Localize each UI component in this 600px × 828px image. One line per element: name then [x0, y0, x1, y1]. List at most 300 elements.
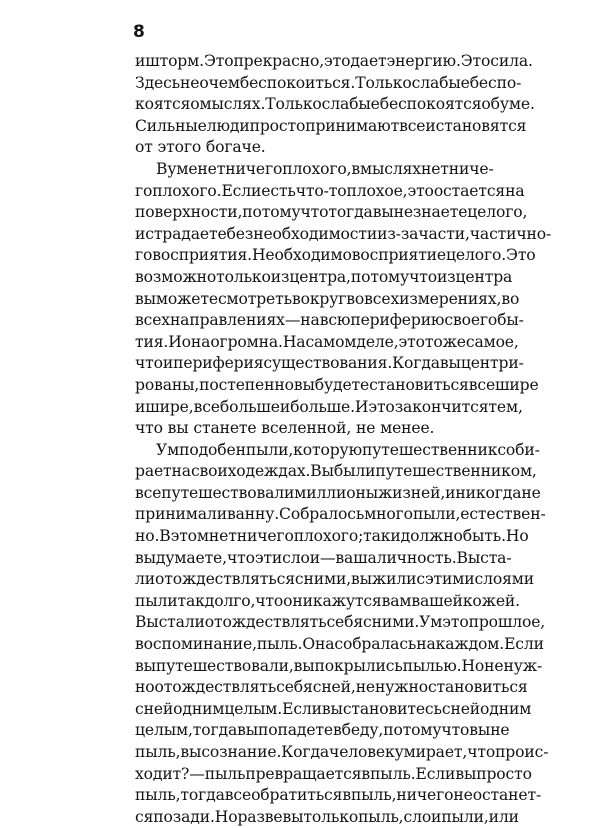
word: так: [177, 591, 205, 610]
word: И: [354, 397, 369, 416]
word: не: [393, 203, 413, 222]
word: ней: [143, 699, 174, 718]
word: больше: [219, 397, 280, 416]
word: вы: [135, 548, 156, 567]
word: целого,: [467, 203, 528, 222]
word: они: [283, 591, 313, 610]
word: потому: [383, 721, 442, 740]
body-text: [135, 51, 552, 828]
word: пылью.: [402, 656, 462, 675]
word: целого.: [446, 246, 507, 265]
word: о: [190, 95, 200, 114]
text-line: [135, 332, 519, 354]
word: ней: [450, 699, 481, 718]
text-line: [135, 202, 528, 224]
word: вы: [439, 354, 461, 373]
word: беспокоятся: [379, 95, 482, 114]
word: на: [171, 462, 191, 481]
word: периферия: [173, 354, 264, 373]
word: шторм.: [145, 52, 204, 70]
word: разве: [237, 807, 283, 826]
word: все: [135, 483, 162, 502]
word: чем: [208, 73, 240, 92]
word: беду,: [341, 721, 384, 740]
word: тем,: [488, 397, 523, 416]
word: Если: [221, 181, 262, 200]
text-line: [135, 569, 534, 591]
word: пыли: [135, 591, 178, 610]
word: покрылись: [314, 656, 403, 675]
word: что-то: [295, 181, 347, 200]
word: ними,: [303, 570, 352, 589]
word: с: [294, 570, 304, 589]
word: тогда: [328, 203, 373, 222]
word: не: [490, 721, 510, 740]
word: В: [156, 159, 168, 178]
word: слабые: [411, 73, 470, 92]
word: нет: [208, 527, 237, 546]
word: Если: [504, 635, 544, 654]
word: все: [224, 786, 252, 805]
word: бы-: [497, 311, 524, 330]
word: не: [484, 656, 504, 675]
word: и: [162, 354, 174, 373]
word: вы: [321, 699, 343, 718]
word: во: [501, 289, 520, 308]
word: с: [441, 699, 451, 718]
word: восприятие: [351, 246, 447, 265]
word: слабые: [321, 95, 380, 114]
word: которую: [293, 440, 362, 459]
text-line: [135, 289, 520, 311]
text-line: [135, 94, 535, 116]
word: Сильные: [135, 116, 207, 135]
word: частично-: [469, 224, 552, 243]
word: Только: [265, 95, 322, 114]
word: только: [216, 267, 271, 286]
word: всех: [364, 289, 400, 308]
word: кожей.: [462, 591, 520, 610]
word: есть: [261, 181, 296, 200]
word: обратиться: [251, 786, 343, 805]
text-line: [135, 440, 540, 462]
word: должно: [400, 527, 463, 546]
word: центра: [455, 267, 513, 286]
text-line: [135, 181, 525, 203]
word: вы: [293, 375, 315, 394]
word: в: [351, 159, 361, 178]
word: были: [333, 462, 376, 481]
word: —: [189, 764, 205, 783]
word: Но: [214, 807, 238, 826]
word: это: [442, 613, 469, 632]
word: вы: [469, 721, 491, 740]
word: в: [332, 721, 342, 740]
word: никогда: [455, 483, 522, 502]
word: думаете,: [155, 548, 227, 567]
word: плохого;: [293, 527, 364, 546]
word: рает: [135, 462, 172, 481]
word: и: [135, 52, 146, 70]
word: пыль.: [256, 635, 303, 654]
text-line: [135, 548, 512, 570]
word: своих: [190, 462, 237, 481]
text-line: от этого богаче.: [135, 138, 266, 157]
word: вокруг: [291, 289, 347, 308]
word: из: [436, 267, 456, 286]
word: с: [416, 570, 425, 589]
word: что: [467, 743, 496, 761]
text-line: [135, 699, 532, 721]
word: —: [284, 311, 301, 330]
word: становиться: [369, 375, 469, 394]
word: что: [441, 721, 470, 740]
word: Вы: [456, 548, 481, 567]
word: На: [282, 332, 306, 351]
word: просто: [249, 116, 306, 135]
text-line: [135, 224, 552, 246]
word: нет: [197, 159, 226, 178]
word: —: [319, 548, 336, 567]
word: Если: [282, 699, 322, 718]
word: ли: [135, 570, 155, 589]
word: энергию.: [386, 52, 461, 70]
word: пыли,: [412, 505, 461, 524]
text-line: [135, 310, 524, 332]
word: Это: [460, 52, 491, 70]
word: этом: [170, 527, 209, 546]
word: нуж-: [503, 656, 543, 675]
word: части,: [418, 224, 470, 243]
word: путешественник: [362, 440, 498, 459]
word: одним: [173, 699, 225, 718]
word: во: [346, 289, 365, 308]
word: миллионы: [294, 483, 378, 502]
word: целым,: [135, 721, 193, 740]
word: жили: [371, 570, 417, 589]
word: уме: [167, 159, 198, 178]
word: себя: [276, 678, 313, 697]
word: вы: [293, 656, 315, 675]
word: пыль,: [358, 807, 404, 826]
word: И: [168, 332, 182, 351]
word: становитесь: [342, 699, 442, 718]
word: одним: [480, 699, 532, 718]
word: Только: [355, 73, 412, 92]
word: отождествлять: [204, 613, 327, 632]
word: эти: [254, 548, 283, 567]
word: только: [303, 807, 359, 826]
word: но: [135, 678, 155, 697]
word: Вы: [135, 613, 159, 632]
word: можете: [155, 289, 218, 308]
word: шире,: [145, 397, 194, 416]
word: существования.: [263, 354, 393, 373]
word: что: [255, 591, 284, 610]
word: ними.: [371, 613, 420, 632]
word: так: [363, 527, 391, 546]
word: подобен: [179, 440, 246, 459]
word: Когда: [392, 354, 440, 373]
word: слои: [403, 807, 442, 826]
word: пыль,: [135, 743, 181, 761]
word: потому: [242, 203, 301, 222]
word: смотреть: [217, 289, 292, 308]
word: Но: [461, 656, 485, 675]
word: стали: [158, 613, 205, 632]
text-line: [135, 656, 543, 678]
word: но.: [135, 527, 160, 546]
text-line: [135, 483, 541, 505]
word: вы: [237, 721, 258, 740]
word: необходимости: [253, 224, 378, 243]
word: человек: [329, 743, 395, 761]
word: вам: [381, 591, 412, 610]
word: деле,: [356, 332, 399, 351]
word: ней,: [321, 678, 356, 697]
word: естествен-: [460, 505, 546, 524]
word: слоями: [474, 570, 534, 589]
word: пыли,: [245, 440, 294, 459]
word: из: [270, 267, 290, 286]
word: Но: [505, 527, 529, 546]
word: Ум: [156, 440, 180, 459]
word: умирает,: [394, 743, 468, 761]
word: это: [368, 397, 395, 416]
word: тия.: [135, 332, 169, 351]
word: самое,: [465, 332, 519, 351]
word: знаете: [412, 203, 468, 222]
word: плохое,: [346, 181, 408, 200]
word: всех: [135, 311, 170, 330]
word: Необходимо: [251, 246, 352, 265]
word: что: [135, 354, 163, 373]
word: вы: [282, 807, 304, 826]
word: останет-: [472, 786, 542, 805]
word: люди: [206, 116, 250, 135]
word: принимают: [305, 116, 400, 135]
word: этими: [424, 570, 475, 589]
word: путешествовали,: [155, 656, 294, 675]
word: самом: [305, 332, 357, 351]
text-line: [135, 677, 528, 699]
text-line: [135, 591, 520, 613]
word: пыль,: [350, 786, 397, 805]
word: то: [424, 332, 443, 351]
word: тогда: [192, 721, 238, 740]
word: Здесь: [135, 73, 181, 92]
word: позади.: [153, 807, 215, 826]
word: слои: [282, 548, 320, 567]
word: измерениях,: [399, 289, 502, 308]
word: закончится: [394, 397, 489, 416]
word: своего: [444, 311, 498, 330]
word: превращается: [245, 764, 362, 783]
word: сила.: [490, 52, 533, 70]
word: нужно: [375, 678, 428, 697]
word: становиться: [427, 678, 528, 697]
text-line: [135, 461, 537, 483]
word: В: [159, 527, 171, 546]
text-line: [135, 116, 527, 138]
word: долго,: [204, 591, 256, 610]
word: попадете: [258, 721, 333, 740]
word: и: [279, 397, 291, 416]
text-line: [135, 807, 519, 828]
word: и: [425, 116, 436, 135]
word: прекрасно,: [233, 52, 325, 70]
word: все: [399, 116, 426, 135]
word: Вы: [310, 462, 334, 481]
word: пыль: [204, 764, 246, 783]
word: Она: [302, 635, 335, 654]
word: без: [226, 224, 254, 243]
word: потому: [350, 267, 410, 286]
word: и: [445, 483, 456, 502]
word: путешествовали: [161, 483, 295, 502]
word: ваша: [335, 548, 377, 567]
word: восприятия.: [152, 246, 252, 265]
word: беспокоиться.: [239, 73, 356, 92]
word: и: [390, 527, 401, 546]
word: уме.: [499, 95, 535, 114]
word: дает: [350, 52, 387, 70]
word: вы: [180, 743, 202, 761]
text-line: [135, 504, 546, 526]
word: центра,: [289, 267, 351, 286]
word: тогда: [180, 786, 225, 805]
word: о: [199, 73, 209, 92]
word: вашей: [411, 591, 463, 610]
word: одеждах.: [236, 462, 311, 481]
text-line: [135, 51, 533, 73]
word: об: [481, 95, 500, 114]
word: соби-: [497, 440, 540, 459]
word: центри-: [460, 354, 524, 373]
word: собралась: [334, 635, 417, 654]
word: мыслях: [360, 159, 421, 178]
word: быть.: [462, 527, 506, 546]
word: пыль.: [370, 764, 416, 783]
word: будете: [314, 375, 370, 394]
word: плохого,: [282, 159, 352, 178]
text-line: что вы станете вселенной, не менее.: [135, 419, 435, 438]
word: рованы,: [135, 375, 200, 394]
word: вы: [135, 289, 156, 308]
word: го: [135, 181, 153, 200]
word: периферию: [350, 311, 445, 330]
word: Это: [203, 52, 234, 70]
word: личность.: [376, 548, 457, 567]
text-line: [135, 764, 532, 786]
text-line: [135, 720, 510, 742]
word: это: [398, 332, 425, 351]
word: что: [300, 203, 329, 222]
word: и: [135, 397, 146, 416]
word: шире: [495, 375, 539, 394]
word: все: [468, 375, 496, 394]
word: путешественником,: [375, 462, 537, 481]
word: ничего: [225, 159, 283, 178]
word: Собралось: [279, 505, 365, 524]
word: страдаете: [145, 224, 227, 243]
word: много: [364, 505, 413, 524]
word: не: [180, 73, 200, 92]
word: что: [226, 548, 255, 567]
word: ся: [135, 807, 154, 826]
word: пыль,: [135, 786, 181, 805]
word: мыслях.: [199, 95, 266, 114]
word: вы: [351, 570, 372, 589]
word: с: [363, 613, 372, 632]
word: ста-: [480, 548, 512, 567]
word: кажутся: [312, 591, 382, 610]
word: пыли,: [441, 807, 489, 826]
word: ванну.: [226, 505, 280, 524]
text-line: [135, 526, 529, 548]
word: на: [300, 311, 320, 330]
word: Ум: [419, 613, 443, 632]
word: из-за: [377, 224, 419, 243]
word: же: [442, 332, 466, 351]
word: она: [181, 332, 211, 351]
word: это: [324, 52, 351, 70]
word: не: [521, 483, 541, 502]
word: больше.: [290, 397, 355, 416]
word: становятся: [435, 116, 527, 135]
word: остается: [433, 181, 506, 200]
word: ничего: [396, 786, 454, 805]
word: всю: [319, 311, 351, 330]
word: нет: [420, 159, 449, 178]
word: с: [312, 678, 322, 697]
word: го: [135, 246, 153, 265]
word: в: [361, 764, 371, 783]
word: вы: [135, 656, 156, 675]
word: не: [453, 786, 473, 805]
word: просто: [476, 764, 532, 783]
text-line: [135, 742, 549, 764]
word: вы: [455, 764, 477, 783]
text-line: [135, 353, 524, 375]
text-line: [135, 245, 536, 267]
word: огромна.: [210, 332, 283, 351]
word: возможно: [135, 267, 217, 286]
word: это: [407, 181, 434, 200]
word: на: [416, 635, 436, 654]
word: проис-: [495, 743, 549, 761]
text-line: [135, 267, 513, 289]
word: не: [355, 678, 376, 697]
word: сознание.: [201, 743, 282, 761]
word: Это: [506, 246, 536, 265]
text-line: [135, 397, 523, 419]
word: принимали: [135, 505, 227, 524]
word: Когда: [281, 743, 330, 761]
word: ниче-: [448, 159, 494, 178]
word: коятся: [135, 95, 191, 114]
word: что: [409, 267, 437, 286]
page-number: 8: [133, 22, 145, 42]
text-line: [135, 612, 546, 634]
text-line: [135, 73, 522, 95]
word: целым.: [224, 699, 283, 718]
word: ходит?: [135, 764, 190, 783]
word: Если: [415, 764, 456, 783]
word: себя: [326, 613, 364, 632]
word: каждом.: [435, 635, 505, 654]
word: жизней,: [377, 483, 446, 502]
